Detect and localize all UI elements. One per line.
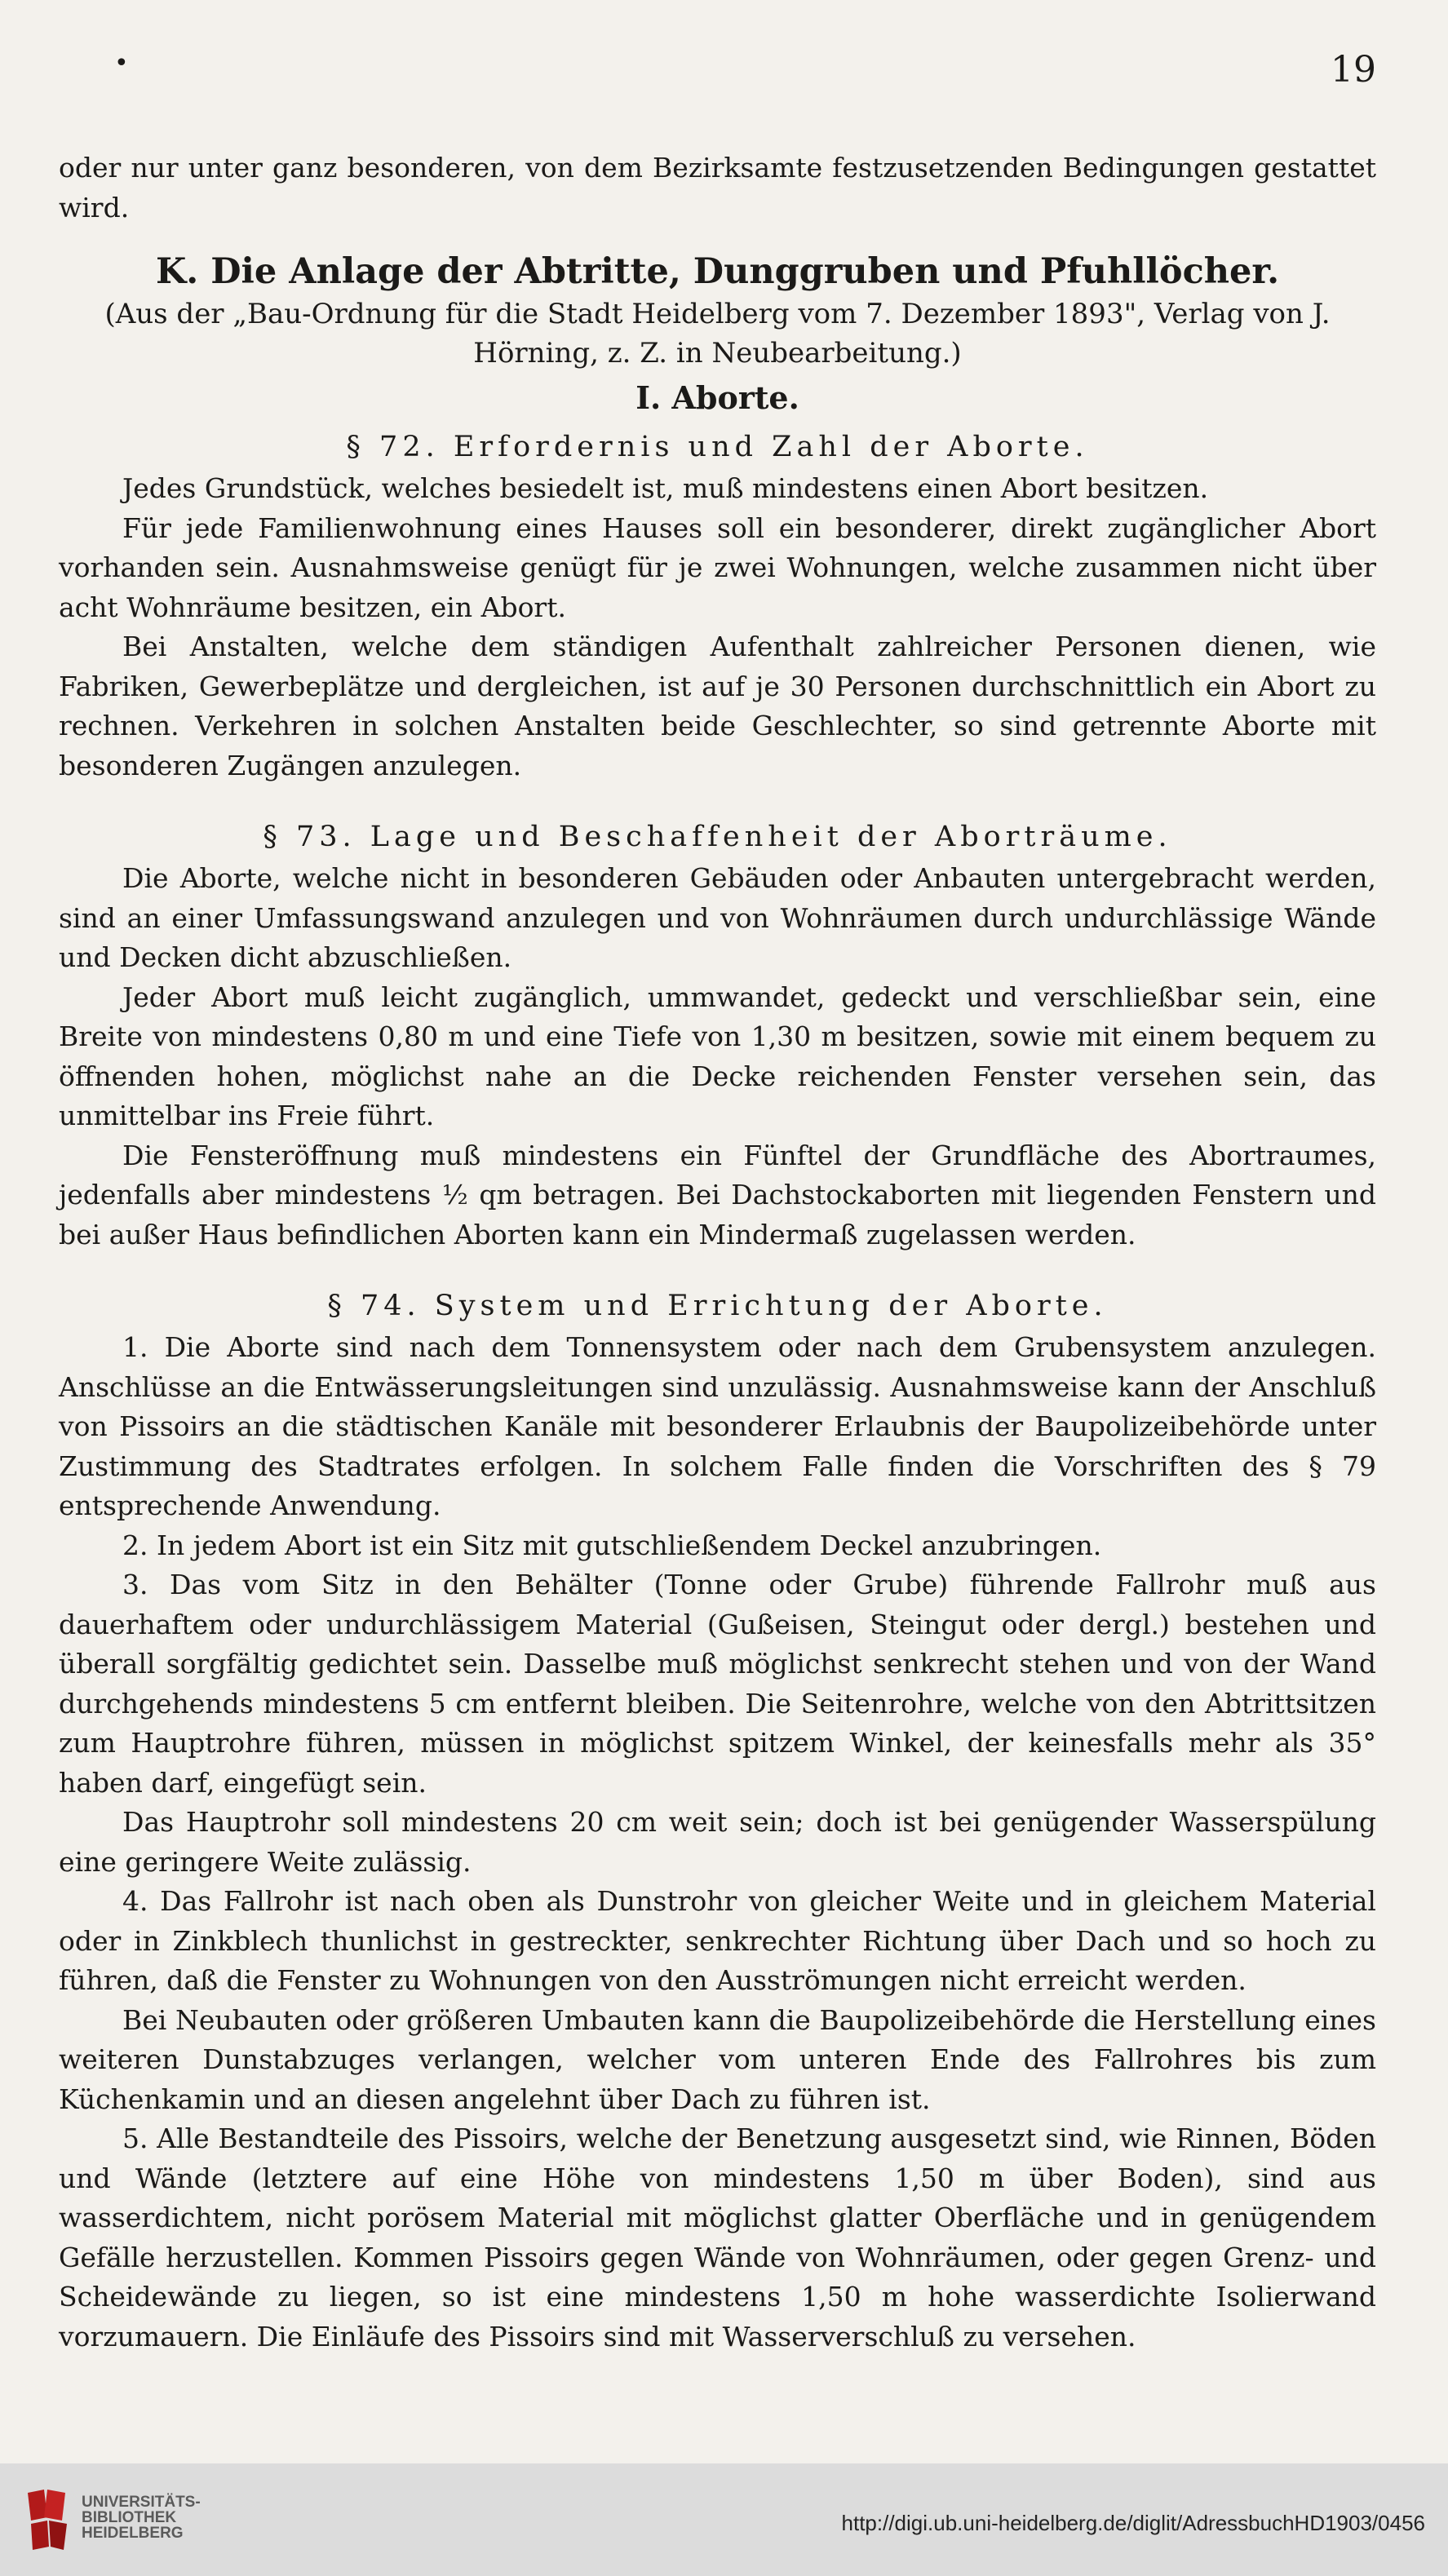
paragraph-73-b: Jeder Abort muß leicht zugänglich, ummwandet, gedeckt und verschließbar sein, eine Breite von mindestens 0,80 m und eine Tiefe von 1,30 m besitzen, sowie mit einem bequem zu öffnenden hohen, möglichst nahe an die Decke reichenden Fenster versehen sein, das unmittelbar ins Freie führt.	[59, 980, 1376, 1131]
library-logo-text	[82, 2494, 201, 2541]
paragraph-heading-73: § 73. Lage und Beschaffenheit der Aborträume.	[263, 821, 1172, 853]
source-url-link[interactable]: http://digi.ub.uni-heidelberg.de/diglit/AdressbuchHD1903/0456	[841, 2511, 1425, 2535]
paragraph-heading-74: § 74. System und Errichtung der Aborte.	[327, 1290, 1108, 1322]
paragraph-heading-72: § 72. Erfordernis und Zahl der Aborte.	[346, 431, 1089, 463]
page-number: 19	[1331, 49, 1376, 91]
paragraph-72-a: Jedes Grundstück, welches besiedelt ist, muß mindestens einen Abort besitzen.	[122, 472, 1209, 504]
library-logo-icon	[20, 2485, 77, 2552]
paragraph-74-4: 4. Das Fallrohr ist nach oben als Dunstrohr von gleicher Weite und in gleichem Material oder in Zinkblech thunlichst in gestreckter, senkrechter Richtung über Dach und so hoch zu führen, daß die Fenster zu Wohnungen von den Ausströmungen nicht erreicht werden.	[59, 1885, 1376, 1996]
paragraph-74-2: 2. In jedem Abort ist ein Sitz mit gutschließendem Deckel anzubringen.	[122, 1529, 1102, 1561]
logo-line-2: BIBLIOTHEK	[82, 2509, 177, 2526]
footer-bar	[0, 2463, 1448, 2576]
paragraph-72-c: Bei Anstalten, welche dem ständigen Aufenthalt zahlreicher Personen dienen, wie Fabriken, Gewerbeplätze und dergleichen, ist auf je 30 Personen durchschnittlich ein Abort zu rechnen. Verkehren in solchen Anstalten beide Geschlechter, so sind getrennte Aborte mit besonderen Zugängen anzulegen.	[59, 631, 1376, 781]
logo-line-3: HEIDELBERG	[82, 2525, 184, 2542]
paragraph-74-1: 1. Die Aborte sind nach dem Tonnensystem oder nach dem Grubensystem anzulegen. Anschlüsse an die Entwässerungsleitungen sind unzulässig. Ausnahmsweise kann der Anschluß von Pissoirs an die städtischen Kanäle mit besonderer Erlaubnis der Baupolizeibehörde unter Zustimmung des Stadtrates erfolgen. In solchem Falle finden die Vorschriften des § 79 entsprechende Anwendung.	[59, 1331, 1376, 1521]
paragraph-73-c: Die Fensteröffnung muß mindestens ein Fünftel der Grundfläche des Abortraumes, jedenfalls aber mindestens ½ qm betragen. Bei Dachstockaborten mit liegenden Fenstern und bei außer Haus befindlichen Aborten kann ein Mindermaß zugelassen werden.	[59, 1139, 1376, 1250]
corner-mark: •	[114, 49, 129, 77]
paragraph-72-b: Für jede Familienwohnung eines Hauses soll ein besonderer, direkt zugänglicher Abort vorhanden sein. Ausnahmsweise genügt für je zwei Wohnungen, welche zusammen nicht über acht Wohnräume besitzen, ein Abort.	[59, 511, 1376, 623]
paragraph-73-a: Die Aborte, welche nicht in besonderen Gebäuden oder Anbauten untergebracht werden, sind an einer Umfassungswand anzulegen und von Wohnräumen durch undurchlässige Wände und Decken dicht abzuschließen.	[59, 862, 1376, 973]
paragraph-74-4b: Bei Neubauten oder größeren Umbauten kann die Baupolizeibehörde die Herstellung eines weiteren Dunstabzuges verlangen, welcher vom unteren Ende des Fallrohres bis zum Küchenkamin und an diesen angelehnt über Dach zu führen ist.	[59, 2003, 1376, 2115]
logo-line-1: UNIVERSITÄTS-	[82, 2494, 201, 2511]
paragraph-74-5: 5. Alle Bestandteile des Pissoirs, welche der Benetzung ausgesetzt sind, wie Rinnen, Böden und Wände (letztere auf eine Höhe von mindestens 1,50 m über Boden), sind aus wasserdichtem, nicht porösem Material mit möglichst glatter Oberfläche und in genügendem Gefälle herzustellen. Kommen Pissoirs gegen Wände von Wohnräumen, oder gegen Grenz- und Scheidewände zu liegen, so ist eine mindestens 1,50 m hohe wasserdichte Isolierwand vorzumauern. Die Einläufe des Pissoirs sind mit Wasserverschluß zu versehen.	[59, 2122, 1376, 2352]
part-title: I. Aborte.	[635, 379, 799, 416]
section-title: K. Die Anlage der Abtritte, Dunggruben und Pfuhllöcher.	[155, 251, 1280, 292]
page-body	[59, 148, 1376, 2357]
intro-paragraph: oder nur unter ganz besonderen, von dem Bezirksamte festzusetzenden Bedingungen gestattet wird.	[59, 152, 1376, 224]
source-note: (Aus der „Bau-Ordnung für die Stadt Heidelberg vom 7. Dezember 1893", Verlag von J. Hörning, z. Z. in Neubearbeitung.)	[104, 298, 1331, 370]
paragraph-74-3: 3. Das vom Sitz in den Behälter (Tonne oder Grube) führende Fallrohr muß aus dauerhaftem oder undurchlässigem Material (Gußeisen, Steingut oder dergl.) bestehen und überall sorgfältig gedichtet sein. Dasselbe muß möglichst senkrecht stehen und von der Wand durchgehends mindestens 5 cm entfernt bleiben. Die Seitenrohre, welche von den Abtrittsitzen zum Hauptrohre führen, müssen in möglichst spitzem Winkel, der keinesfalls mehr als 35° haben darf, eingefügt sein.	[59, 1569, 1376, 1799]
paragraph-74-3b: Das Hauptrohr soll mindestens 20 cm weit sein; doch ist bei genügender Wasserspülung eine geringere Weite zulässig.	[59, 1806, 1376, 1878]
